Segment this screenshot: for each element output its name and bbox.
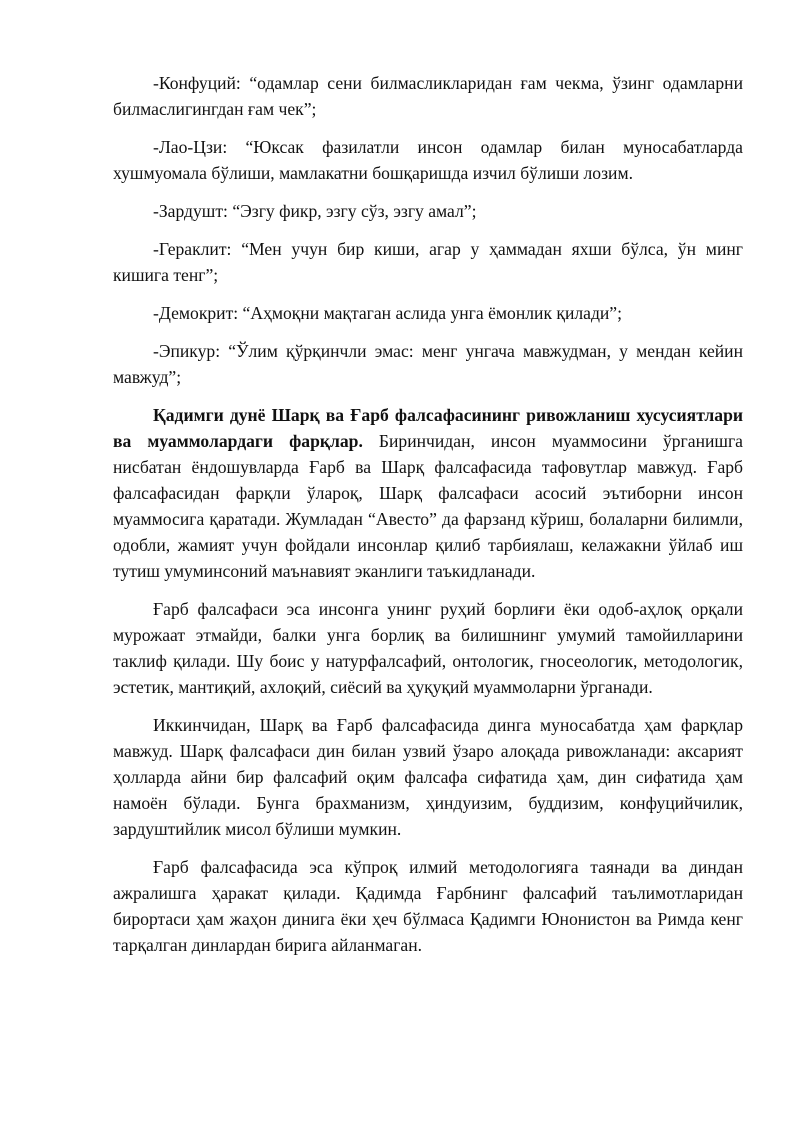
- section-heading: Қадимги дунё Шарқ ва Ғарб фалсафасининг ривожланиш хусусиятлари ва муаммолардаги фарқлар.: [113, 405, 743, 451]
- quote-epicurus: -Эпикур: “Ўлим қўрқинчли эмас: менг унгача мавжудман, у мендан кейин мавжуд”;: [113, 341, 743, 387]
- paragraph-religion-differences: Иккинчидан, Шарқ ва Ғарб фалсафасида динга муносабатда ҳам фарқлар мавжуд. Шарқ фалсафаси дин билан узвий ўзаро алоқада ривожланади: аксарият ҳолларда айни бир фалсафий оқим фалсафа сифатида ҳам, дин сифатида ҳам намоён бўлади. Бунга брахманизм, ҳиндуизим, буддизим, конфуцийчилик, зардуштийлик мисол бўлиши мумкин.: [113, 715, 743, 839]
- document-page: [113, 70, 743, 970]
- quote-lao-tzu: -Лао-Цзи: “Юксак фазилатли инсон одамлар билан муносабатларда хушмуомала бўлиши, мамлакатни бошқаришда изчил бўлиши лозим.: [113, 137, 743, 183]
- paragraph-western-philosophy: Ғарб фалсафаси эса инсонга унинг руҳий борлиғи ёки одоб-аҳлоқ орқали мурожаат этмайди, балки унга борлиқ ва билишнинг умумий тамойилларини таклиф қилади. Шу боис у натурфалсафий, онтологик, гносеологик, методологик, эстетик, мантиқий, ахлоқий, сиёсий ва ҳуқуқий муаммоларни ўрганади.: [113, 599, 743, 697]
- quote-democritus: -Демокрит: “Аҳмоқни мақтаган аслида унга ёмонлик қилади”;: [153, 303, 623, 323]
- section-paragraph: [113, 402, 743, 584]
- section-intro-text: Биринчидан, инсон муаммосини ўрганишга нисбатан ёндошувларда Ғарб ва Шарқ фалсафасида тафовутлар мавжуд. Ғарб фалсафасидан фарқли ўлароқ, Шарқ фалсафаси асосий эътиборни инсон муаммосига қаратади. Жумладан “Авесто” да фарзанд кўриш, болаларни билимли, одобли, жамият учун фойдали инсонлар қилиб тарбиялаш, келажакни ўйлаб иш тутиш умуминсоний маънавият эканлиги таъкидланади.: [113, 431, 743, 581]
- quote-confucius: -Конфуций: “одамлар сени билмасликларидан ғам чекма, ўзинг одамларни билмаслигингдан ғам чек”;: [113, 73, 743, 119]
- quote-zoroaster: -Зардушт: “Эзгу фикр, эзгу сўз, эзгу амал”;: [153, 201, 477, 221]
- paragraph-western-methodology: Ғарб фалсафасида эса кўпроқ илмий методологияга таянади ва диндан ажралишга ҳаракат қилади. Қадимда Ғарбнинг фалсафий таълимотларидан бирортаси ҳам жаҳон динига ёки ҳеч бўлмаса Қадимги Юнонистон ва Римда кенг тарқалган динлардан бирига айланмаган.: [113, 857, 743, 955]
- quote-heraclitus: -Гераклит: “Мен учун бир киши, агар у ҳаммадан яхши бўлса, ўн минг кишига тенг”;: [113, 239, 743, 285]
